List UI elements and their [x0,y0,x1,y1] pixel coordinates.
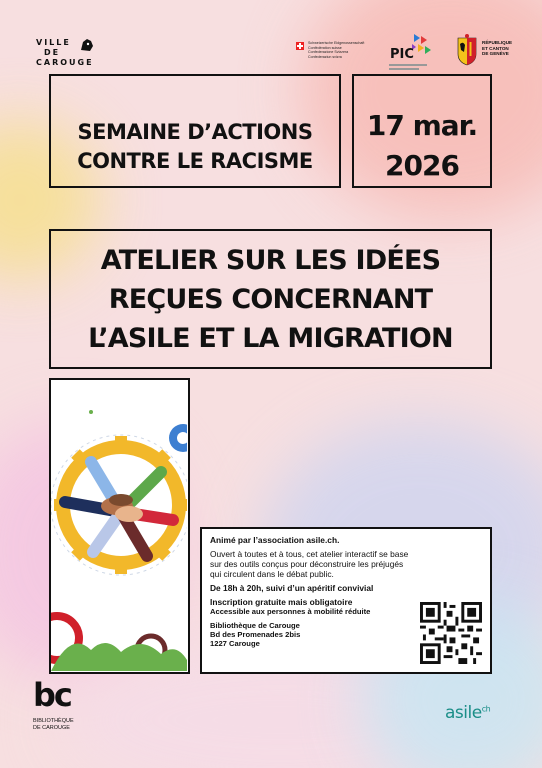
accessibility-text: Accessible aux personnes à mobilité réduite [210,607,371,616]
description-line2: sur des outils conçus pour déconstruire les préjugés [210,559,404,569]
description-line1: Ouvert à toutes et à tous, cet atelier interactif se base [210,549,409,559]
swiss-line-4: Confederaziun svizra [308,54,342,59]
semaine-line2: CONTRE LE RACISME [77,149,313,173]
date-box [352,74,492,188]
carouge-logo-line2: DE [44,48,61,57]
bc-logo-line2: DE CAROUGE [33,725,70,731]
title-box [49,229,492,369]
asile-ch-logo [445,703,490,723]
inscription-text: Inscription gratuite mais obligatoire [210,597,353,607]
geneve-line1: RÉPUBLIQUE [482,40,513,45]
bc-logo-line1: BIBLIOTHÈQUE [33,718,74,724]
lion-icon [78,36,96,54]
geneve-line2: ET CANTON [482,45,509,51]
swiss-flag-icon [296,42,304,50]
teamwork-hands-gear-illustration [51,380,187,671]
bibliotheque-carouge-logo [33,676,93,740]
geneve-line3: DE GENÈVE [482,51,509,57]
anime-par-text: Animé par l’association asile.ch. [210,535,340,545]
address-line3: 1227 Carouge [210,639,260,648]
title-line2: REÇUES CONCERNANT [108,284,433,315]
qr-code-icon[interactable] [420,602,482,664]
geneva-coat-of-arms-icon [456,34,478,66]
address-line1: Bibliothèque de Carouge [210,621,300,630]
swiss-line-3: Confederazione Svizzera [308,50,349,55]
pic-logo-text: PIC [390,47,414,62]
swiss-confederation-logo [296,40,376,68]
semaine-line1: SEMAINE D’ACTIONS [77,120,313,144]
bc-logo-text: bc [33,676,71,714]
geneve-logo [456,34,511,74]
address-line2: Bd des Promenades 2bis [210,630,301,639]
semaine-box [49,74,341,188]
carouge-logo-line1: VILLE [36,38,71,47]
ville-de-carouge-logo [36,36,106,72]
asile-logo-text: asile [445,703,482,723]
info-box [200,527,492,674]
pic-logo [388,32,438,74]
carouge-logo-line3: CAROUGE [36,58,94,67]
title-line3: L’ASILE ET LA MIGRATION [88,323,453,354]
description-line3: qui circulent dans le débat public. [210,569,334,579]
title-line1: ATELIER SUR LES IDÉES [100,245,441,276]
date-year: 2026 [385,149,459,182]
horaire-text: De 18h à 20h, suivi d’un apéritif convivial [210,583,374,593]
illustration-panel [49,378,190,674]
swiss-line-2: Confédération suisse [308,45,342,50]
swiss-line-1: Schweizerische Eidgenossenschaft [308,41,365,45]
date-day: 17 mar. [366,109,478,142]
asile-logo-sup: ch [481,704,491,714]
